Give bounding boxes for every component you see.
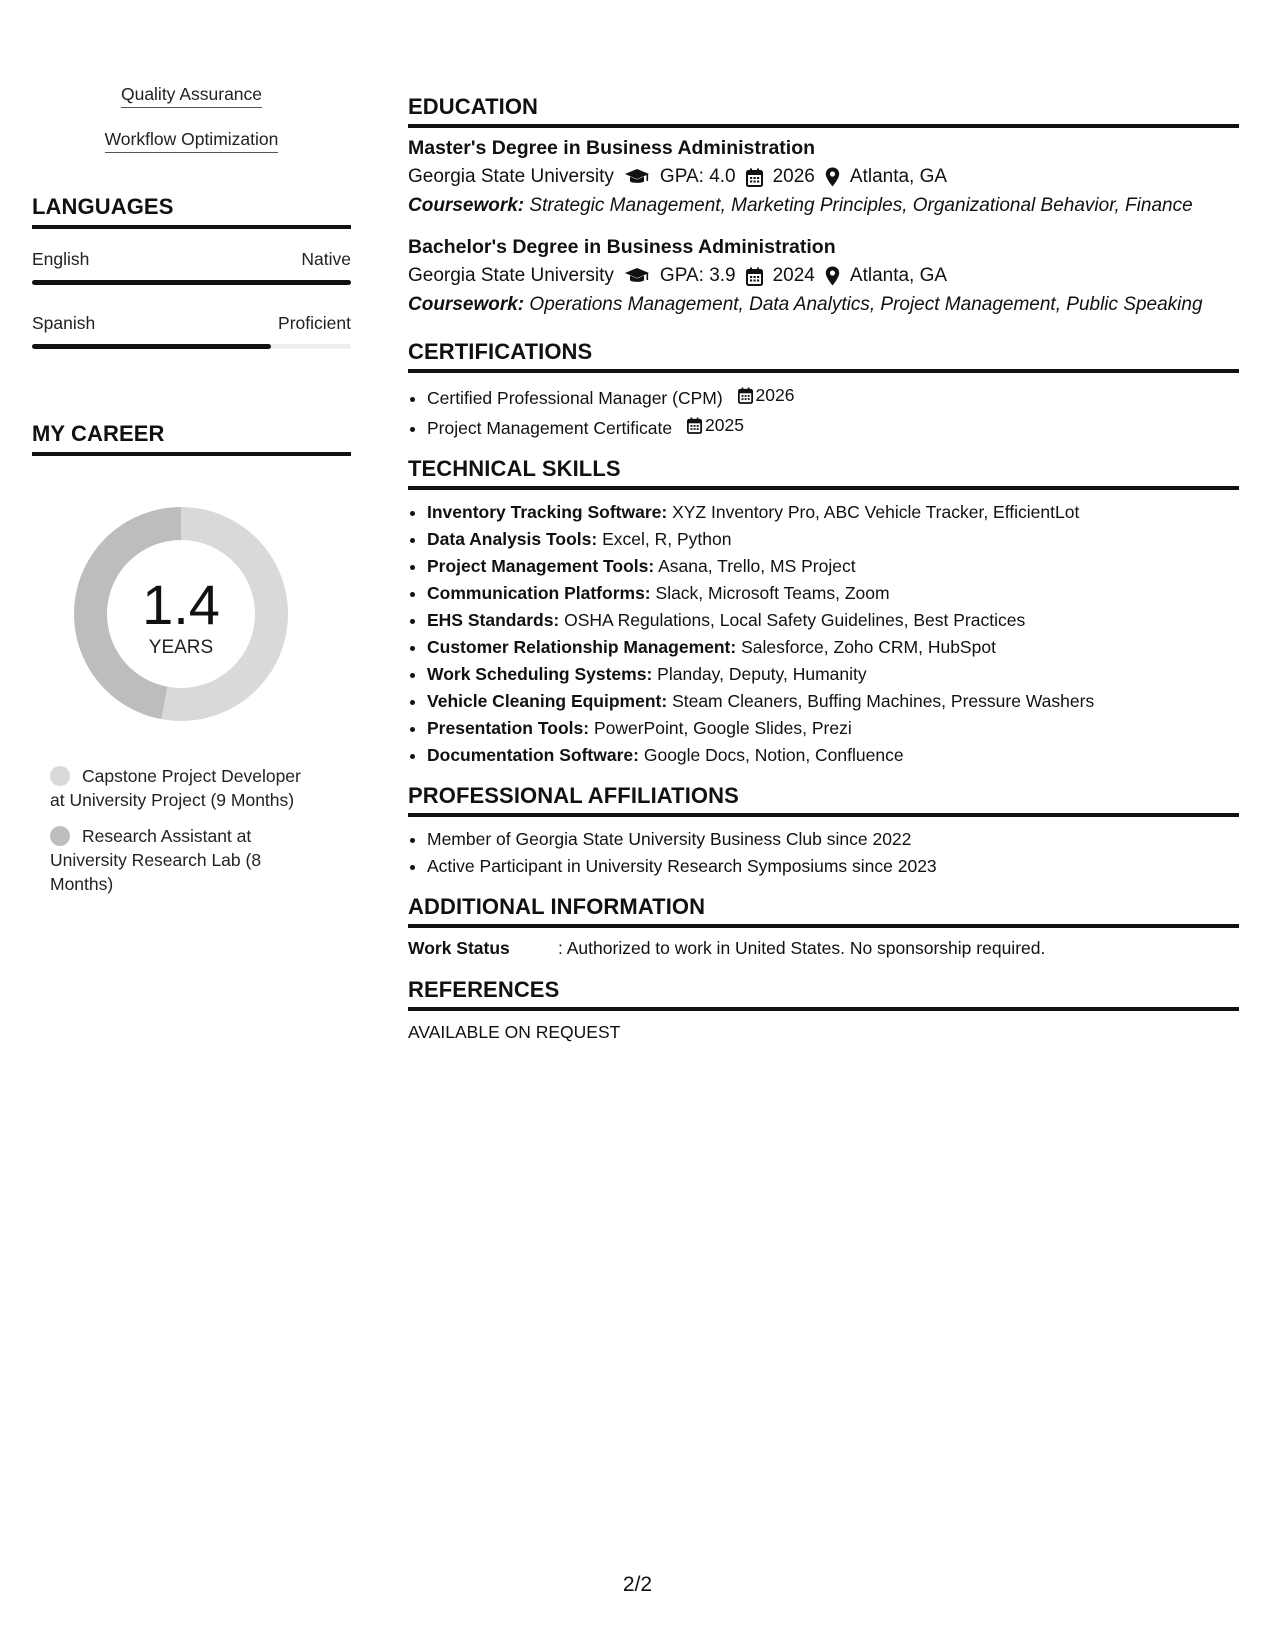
- career-legend: [50, 764, 320, 896]
- school-name: Georgia State University: [408, 265, 614, 286]
- language-item: [32, 249, 351, 285]
- gpa: GPA: 4.0: [659, 166, 736, 187]
- career-total: 1.4: [142, 573, 220, 636]
- skill-item: [427, 499, 1239, 526]
- certification-item: [427, 412, 1239, 442]
- graduation-cap-icon: [624, 267, 650, 285]
- gpa: GPA: 3.9: [659, 265, 736, 286]
- map-pin-icon: [825, 167, 840, 187]
- skill-label: Project Management Tools:: [427, 556, 655, 576]
- section-divider: [408, 1007, 1239, 1011]
- career-legend-item: [50, 764, 320, 812]
- skill-label: Vehicle Cleaning Equipment:: [427, 691, 668, 711]
- skill-value: Slack, Microsoft Teams, Zoom: [655, 583, 890, 603]
- education-entry: [408, 236, 1239, 317]
- skill-tag: Quality Assurance: [121, 80, 262, 108]
- skill-value: Google Docs, Notion, Confluence: [643, 745, 904, 765]
- affiliation-item: • Member of Georgia State University Business Club since 2022: [427, 826, 1239, 853]
- additional-info-heading: ADDITIONAL INFORMATION: [408, 894, 706, 919]
- skill-value: Salesforce, Zoho CRM, HubSpot: [741, 637, 996, 657]
- career-item-label: Research Assistant at University Research Lab (8 Months): [50, 826, 262, 894]
- section-divider: [408, 369, 1239, 373]
- map-pin-icon: [825, 266, 840, 286]
- skill-label: Communication Platforms:: [427, 583, 651, 603]
- skill-item: [427, 688, 1239, 715]
- skill-tag: Workflow Optimization: [105, 125, 279, 153]
- coursework-label: Coursework:: [408, 195, 525, 216]
- language-name: Spanish: [32, 313, 96, 333]
- calendar-icon: [746, 267, 763, 286]
- skill-item: [427, 661, 1239, 688]
- school-name: Georgia State University: [408, 166, 614, 187]
- skill-item: [427, 526, 1239, 553]
- language-level: Proficient: [278, 313, 351, 333]
- languages-heading: LANGUAGES: [32, 194, 174, 219]
- section-divider: [408, 924, 1239, 928]
- work-status-label: Work Status: [408, 938, 510, 958]
- career-unit: YEARS: [148, 637, 214, 658]
- work-status-row: [408, 938, 1239, 959]
- certifications-heading: CERTIFICATIONS: [408, 339, 593, 364]
- language-bar: [32, 344, 351, 349]
- career-item-label: Capstone Project Developer at University Project (9 Months): [50, 766, 301, 810]
- right-column: [408, 94, 1239, 1043]
- career-section: [32, 421, 351, 896]
- affiliations-heading: PROFESSIONAL AFFILIATIONS: [408, 783, 739, 808]
- certifications-list: [408, 382, 1239, 442]
- education-heading: EDUCATION: [408, 94, 539, 119]
- location: Atlanta, GA: [849, 166, 948, 187]
- section-divider: [32, 225, 351, 229]
- skill-value: Steam Cleaners, Buffing Machines, Pressure Washers: [672, 691, 1095, 711]
- skill-item: [427, 715, 1239, 742]
- graduation-cap-icon: [624, 168, 650, 186]
- education-entry: [408, 137, 1239, 218]
- calendar-icon: [746, 168, 763, 187]
- section-divider: [408, 124, 1239, 128]
- skill-item: [427, 580, 1239, 607]
- skill-label: Work Scheduling Systems:: [427, 664, 653, 684]
- skill-label: Inventory Tracking Software:: [427, 502, 668, 522]
- languages-section: [32, 194, 351, 349]
- certification-year: 2026: [755, 385, 795, 405]
- coursework: [408, 194, 1239, 218]
- language-level: Native: [301, 249, 351, 269]
- graduation-year: 2026: [772, 166, 815, 187]
- degree-title: Master's Degree in Business Administration: [408, 137, 816, 159]
- references-heading: REFERENCES: [408, 977, 560, 1002]
- degree-title: Bachelor's Degree in Business Administration: [408, 236, 836, 258]
- legend-dot: [50, 766, 70, 786]
- language-name: English: [32, 249, 90, 269]
- skill-item: [427, 634, 1239, 661]
- certification-name: Certified Professional Manager (CPM): [427, 388, 723, 408]
- skill-value: OSHA Regulations, Local Safety Guidelines, Best Practices: [564, 610, 1026, 630]
- skill-label: Data Analysis Tools:: [427, 529, 598, 549]
- skill-label: Customer Relationship Management:: [427, 637, 737, 657]
- skill-label: Documentation Software:: [427, 745, 639, 765]
- location: Atlanta, GA: [849, 265, 948, 286]
- skill-label: EHS Standards:: [427, 610, 560, 630]
- certification-name: Project Management Certificate: [427, 418, 673, 438]
- calendar-icon: [687, 417, 702, 434]
- graduation-year: 2024: [772, 265, 815, 286]
- section-divider: [408, 813, 1239, 817]
- affiliations-list: [408, 826, 1239, 880]
- coursework: [408, 293, 1239, 317]
- language-item: [32, 313, 351, 349]
- certification-year: 2025: [705, 415, 744, 435]
- skill-item: [427, 553, 1239, 580]
- legend-dot: [50, 826, 70, 846]
- certification-item: [427, 382, 1239, 412]
- coursework-text: Strategic Management, Marketing Principles, Organizational Behavior, Finance: [529, 195, 1193, 216]
- skill-value: Excel, R, Python: [602, 529, 732, 549]
- career-donut-chart: [66, 499, 296, 729]
- affiliation-item: • Active Participant in University Research Symposiums since 2023: [427, 853, 1239, 880]
- career-legend-item: [50, 824, 320, 896]
- skill-label: Presentation Tools:: [427, 718, 590, 738]
- work-status-value: : Authorized to work in United States. No sponsorship required.: [558, 938, 1046, 958]
- skill-value: Planday, Deputy, Humanity: [657, 664, 867, 684]
- skills-list: [32, 80, 351, 170]
- technical-skills-list: [408, 499, 1239, 769]
- career-heading: MY CAREER: [32, 421, 165, 446]
- skill-value: Asana, Trello, MS Project: [658, 556, 856, 576]
- references-text: AVAILABLE ON REQUEST: [408, 1022, 621, 1042]
- technical-skills-heading: TECHNICAL SKILLS: [408, 456, 621, 481]
- page-number: 2/2: [622, 1573, 653, 1596]
- section-divider: [32, 452, 351, 456]
- section-divider: [408, 486, 1239, 490]
- skill-item: [427, 607, 1239, 634]
- coursework-text: Operations Management, Data Analytics, Project Management, Public Speaking: [529, 294, 1203, 315]
- language-bar: [32, 280, 351, 285]
- skill-value: PowerPoint, Google Slides, Prezi: [593, 718, 852, 738]
- left-column: [32, 80, 351, 908]
- skill-item: [427, 742, 1239, 769]
- skill-value: XYZ Inventory Pro, ABC Vehicle Tracker, EfficientLot: [672, 502, 1080, 522]
- coursework-label: Coursework:: [408, 294, 525, 315]
- calendar-icon: [738, 387, 753, 404]
